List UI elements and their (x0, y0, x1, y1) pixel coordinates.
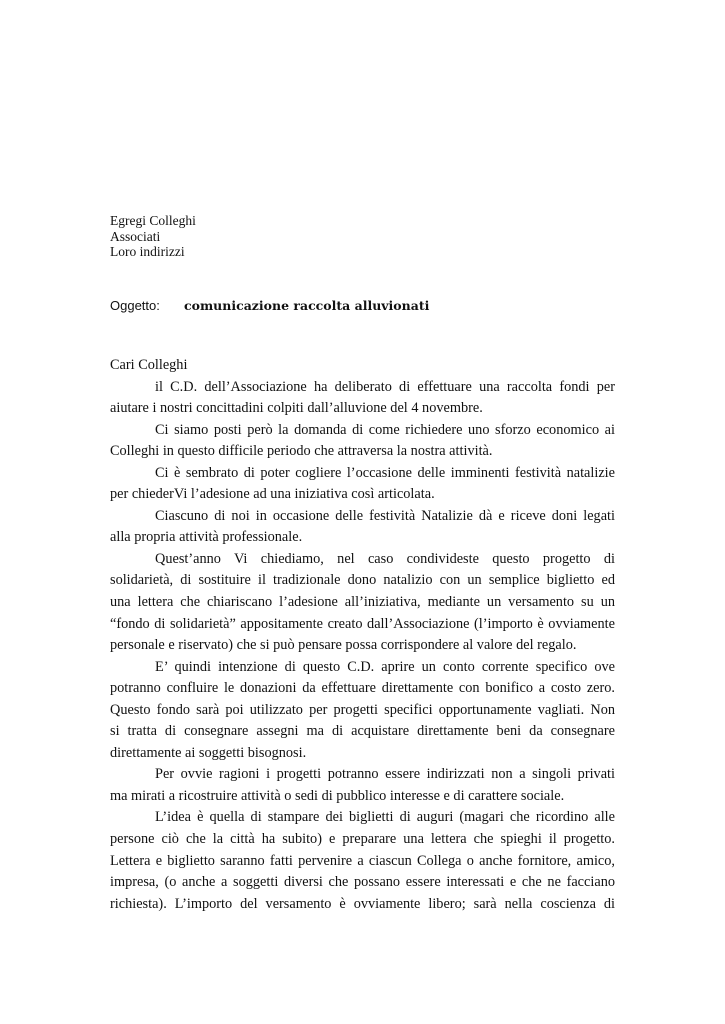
body-line: personale e riservato) che si può pensare possa corrispondere al valore del regalo. (110, 637, 577, 654)
body-line: per chiederVi l’adesione ad una iniziativa così articolata. (110, 486, 435, 503)
recipient-line: Associati (110, 228, 161, 244)
body-line: E’ quindi intenzione di questo C.D. aprire un conto corrente specifico ove (155, 658, 615, 675)
body-line: alla propria attività professionale. (110, 529, 303, 546)
subject-label: Oggetto: (110, 298, 160, 313)
recipient-block (110, 213, 196, 260)
body-line: Quest’anno Vi chiediamo, nel caso condivideste questo progetto di (155, 550, 615, 567)
recipient-line: Loro indirizzi (110, 244, 185, 259)
body-line: richiesta). L’importo del versamento è ovviamente libero; sarà nella coscienza di (110, 895, 615, 912)
salutation: Cari Colleghi (110, 357, 188, 373)
letter-body (110, 355, 615, 915)
body-line: solidarietà, di sostituire il tradizionale dono natalizio con un semplice biglietto ed (110, 572, 615, 589)
body-line: Ciascuno di noi in occasione delle festività Natalizie dà e riceve doni legati (155, 507, 615, 524)
body-line: Colleghi in questo difficile periodo che attraversa la nostra attività. (110, 443, 493, 460)
body-line: persone ciò che la città ha subito) e preparare una lettera che spieghi il progetto. (110, 831, 615, 848)
body-line: una lettera che chiariscano l’adesione all’iniziativa, mediante un versamento su un (110, 594, 615, 611)
body-line: Lettera e biglietto saranno fatti pervenire a ciascun Collega o anche fornitore, amico, (110, 852, 615, 869)
body-line: “fondo di solidarietà” appositamente creato dall’Associazione (l’importo è ovviamente (110, 615, 615, 632)
subject-value: comunicazione raccolta alluvionati (184, 298, 430, 313)
body-line: L’idea è quella di stampare dei biglietti di auguri (magari che ricordino alle (155, 809, 615, 826)
body-line: Per ovvie ragioni i progetti potranno essere indirizzati non a singoli privati (155, 766, 615, 783)
body-line: si tratta di consegnare assegni ma di acquistare direttamente beni da consegnare (110, 723, 615, 740)
subject-line (110, 298, 430, 314)
body-line: direttamente ai soggetti bisognosi. (110, 744, 307, 761)
body-line: Questo fondo sarà poi utilizzato per progetti specifici opportunamente vagliati. Non (110, 701, 615, 718)
body-line: ma mirati a ricostruire attività o sedi di pubblico interesse e di carattere sociale. (110, 787, 565, 804)
recipient-line: Egregi Colleghi (110, 213, 196, 228)
body-line: impresa, (o anche a soggetti diversi che possano essere interessati e che ne facciano (110, 874, 615, 891)
body-line: il C.D. dell’Associazione ha deliberato di effettuare una raccolta fondi per (155, 378, 615, 395)
body-line: aiutare i nostri concittadini colpiti dall’alluvione del 4 novembre. (110, 400, 483, 417)
body-line: Ci è sembrato di poter cogliere l’occasione delle imminenti festività natalizie (155, 464, 615, 481)
body-line: potranno confluire le donazioni da effettuare direttamente con bonifico a costo zero. (110, 680, 615, 697)
body-line: Ci siamo posti però la domanda di come richiedere uno sforzo economico ai (155, 421, 615, 438)
